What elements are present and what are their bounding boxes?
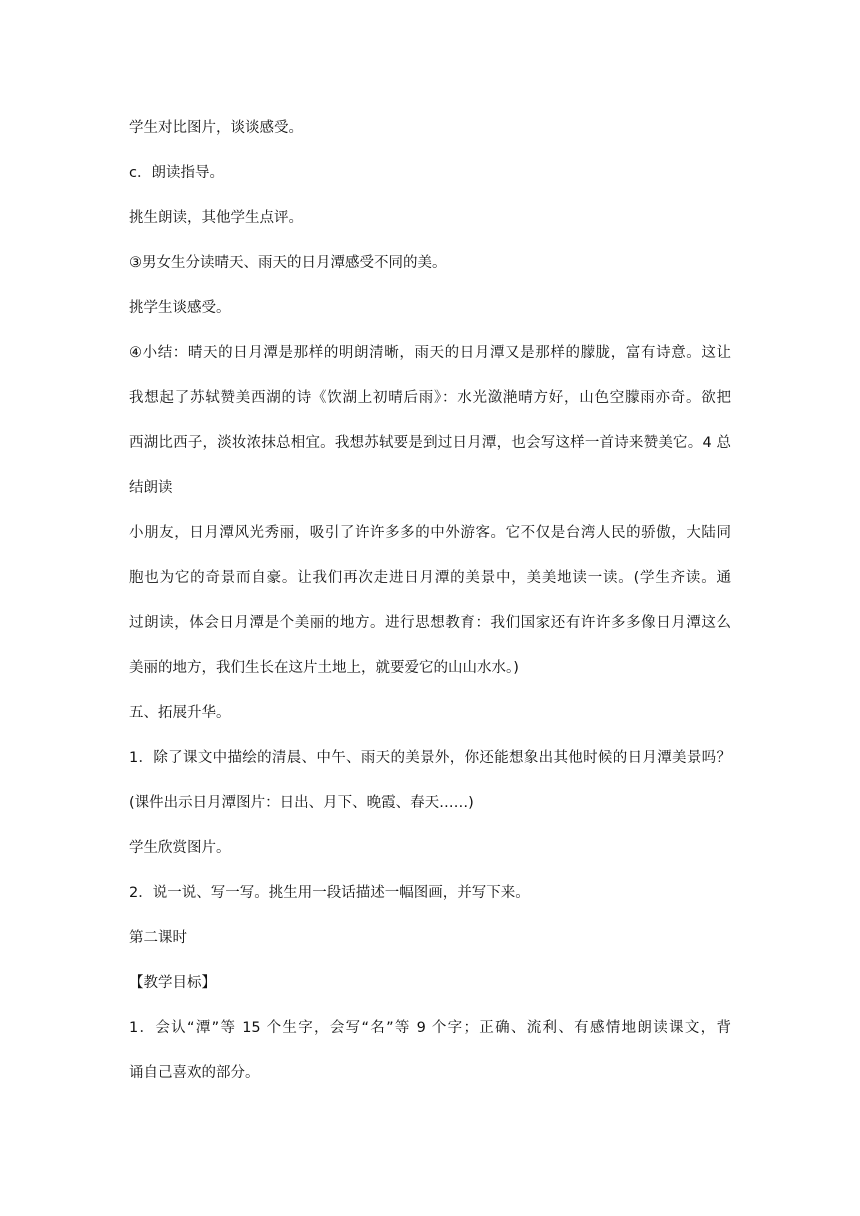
text-line: 学生欣赏图片。 — [129, 840, 231, 856]
objectives-heading: 【教学目标】 — [129, 975, 216, 991]
text-line: 西湖比西子，淡妆浓抹总相宜。我想苏轼要是到过日月潭，也会写这样一首诗来赞美它。4 总 — [129, 435, 731, 451]
text-line: 1．除了课文中描绘的清晨、中午、雨天的美景外，你还能想象出其他时候的日月潭美景吗？ — [129, 750, 731, 766]
text-line: 过朗读，体会日月潭是个美丽的地方。进行思想教育：我们国家还有许许多多像日月潭这么 — [129, 615, 731, 631]
text-line: ③男女生分读晴天、雨天的日月潭感受不同的美。 — [129, 255, 447, 271]
text-line: 结朗读 — [129, 480, 173, 496]
text-line: 2．说一说、写一写。挑生用一段话描述一幅图画，并写下来。 — [129, 885, 530, 901]
text-line: 挑生朗读，其他学生点评。 — [129, 210, 303, 226]
text-line: 1．会认“潭”等 15 个生字，会写“名”等 9 个字；正确、流利、有感情地朗读课文，背 — [129, 1020, 731, 1036]
text-line: 小朋友，日月潭风光秀丽，吸引了许许多多的中外游客。它不仅是台湾人民的骄傲，大陆同 — [129, 525, 731, 541]
text-line: 学生对比图片，谈谈感受。 — [129, 120, 303, 136]
text-line: 挑学生谈感受。 — [129, 300, 231, 316]
text-line: 胞也为它的奇景而自豪。让我们再次走进日月潭的美景中，美美地读一读。(学生齐读。通 — [129, 570, 731, 586]
text-line: 美丽的地方，我们生长在这片土地上，就要爱它的山山水水。) — [129, 660, 519, 676]
text-line: 诵自己喜欢的部分。 — [129, 1065, 260, 1081]
text-line: c．朗读指导。 — [129, 165, 224, 181]
text-line: (课件出示日月潭图片：日出、月下、晚霞、春天……) — [129, 795, 474, 811]
section-heading: 五、拓展升华。 — [129, 705, 231, 721]
lesson-heading: 第二课时 — [129, 930, 187, 946]
text-line: 我想起了苏轼赞美西湖的诗《饮湖上初晴后雨》：水光潋滟晴方好，山色空朦雨亦奇。欲把 — [129, 390, 731, 406]
text-line: ④小结：晴天的日月潭是那样的明朗清晰，雨天的日月潭又是那样的朦胧，富有诗意。这让 — [129, 345, 731, 361]
